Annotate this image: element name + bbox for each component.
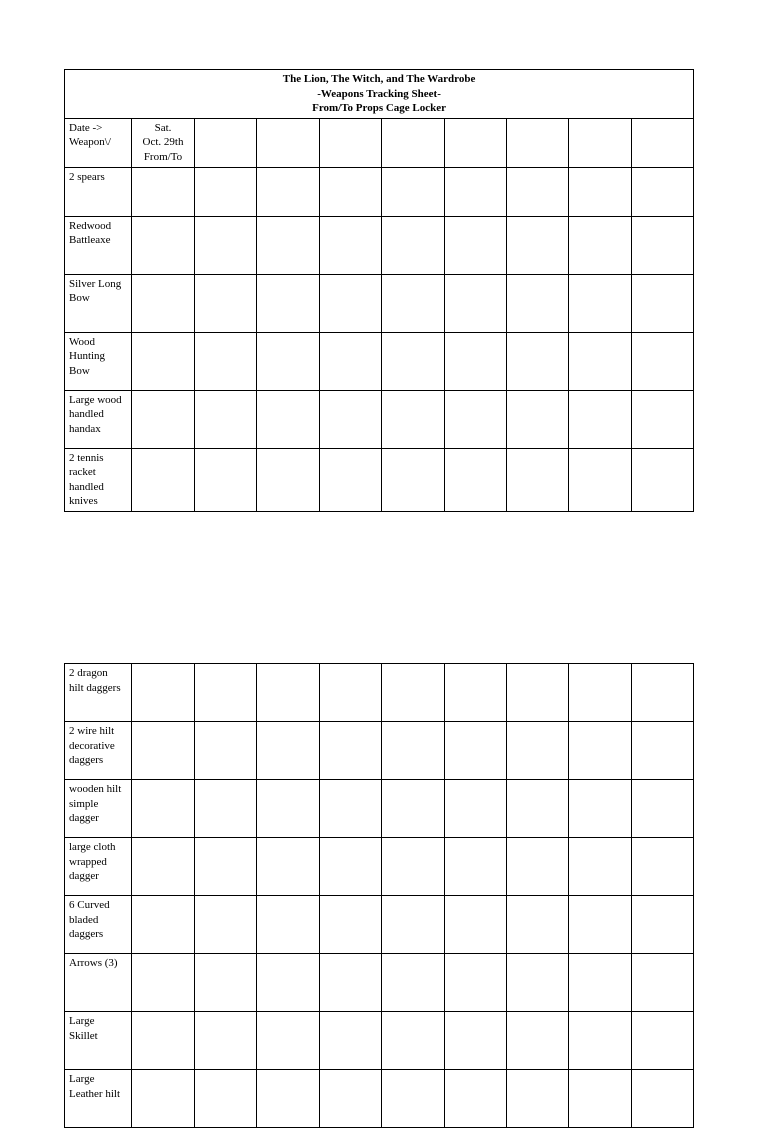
title-line-2: -Weapons Tracking Sheet- bbox=[317, 87, 441, 100]
weapon-row bbox=[65, 838, 694, 896]
tracking-cell[interactable] bbox=[195, 954, 257, 1012]
sheet-title bbox=[65, 70, 694, 119]
tracking-cell[interactable] bbox=[444, 954, 506, 1012]
weapon-name: 2 spears bbox=[65, 167, 132, 216]
tracking-cell[interactable] bbox=[506, 664, 568, 722]
tracking-cell[interactable] bbox=[132, 390, 195, 448]
weapon-row bbox=[65, 390, 694, 448]
weapon-name: 2 wire hilt decorative daggers bbox=[65, 722, 132, 780]
tracking-cell[interactable] bbox=[195, 838, 257, 896]
tracking-cell[interactable] bbox=[506, 896, 568, 954]
tracking-cell[interactable] bbox=[444, 332, 506, 390]
tracking-cell[interactable] bbox=[506, 1012, 568, 1070]
tracking-cell[interactable] bbox=[319, 664, 381, 722]
tracking-cell[interactable] bbox=[569, 780, 631, 838]
tracking-cell[interactable] bbox=[132, 448, 195, 511]
tracking-cell[interactable] bbox=[382, 274, 444, 332]
weapon-row bbox=[65, 216, 694, 274]
tracking-cell[interactable] bbox=[382, 118, 444, 167]
tracking-cell[interactable] bbox=[382, 838, 444, 896]
tracking-cell[interactable] bbox=[506, 274, 568, 332]
weapons-tracking-table-1 bbox=[64, 69, 694, 512]
tracking-cell[interactable] bbox=[132, 838, 195, 896]
weapon-row bbox=[65, 722, 694, 780]
tracking-cell[interactable] bbox=[506, 954, 568, 1012]
tracking-cell[interactable] bbox=[195, 118, 257, 167]
tracking-cell[interactable] bbox=[506, 118, 568, 167]
tracking-cell[interactable] bbox=[382, 216, 444, 274]
tracking-cell[interactable] bbox=[631, 390, 693, 448]
tracking-cell[interactable] bbox=[195, 780, 257, 838]
weapon-row bbox=[65, 896, 694, 954]
tracking-cell[interactable] bbox=[195, 1070, 257, 1128]
tracking-cell[interactable] bbox=[444, 448, 506, 511]
tracking-cell[interactable] bbox=[257, 780, 319, 838]
tracking-cell[interactable] bbox=[444, 664, 506, 722]
tracking-cell[interactable] bbox=[132, 954, 195, 1012]
tracking-cell[interactable] bbox=[444, 167, 506, 216]
tracking-cell[interactable] bbox=[257, 274, 319, 332]
tracking-cell[interactable] bbox=[569, 838, 631, 896]
weapon-name: Redwood Battleaxe bbox=[65, 216, 132, 274]
tracking-cell[interactable] bbox=[506, 332, 568, 390]
weapon-name: 2 tennis racket handled knives bbox=[65, 448, 132, 511]
tracking-cell[interactable] bbox=[257, 118, 319, 167]
tracking-cell[interactable] bbox=[257, 954, 319, 1012]
tracking-cell[interactable] bbox=[132, 274, 195, 332]
tracking-cell[interactable] bbox=[631, 722, 693, 780]
weapon-row bbox=[65, 1070, 694, 1128]
weapon-name: Large Leather hilt bbox=[65, 1070, 132, 1128]
tracking-cell[interactable] bbox=[257, 838, 319, 896]
tracking-cell[interactable] bbox=[319, 780, 381, 838]
tracking-cell[interactable] bbox=[506, 780, 568, 838]
tracking-cell[interactable] bbox=[319, 216, 381, 274]
tracking-cell[interactable] bbox=[319, 896, 381, 954]
tracking-cell[interactable] bbox=[569, 167, 631, 216]
tracking-cell[interactable] bbox=[319, 838, 381, 896]
tracking-cell[interactable] bbox=[506, 216, 568, 274]
weapon-row bbox=[65, 448, 694, 511]
tracking-cell[interactable] bbox=[132, 896, 195, 954]
tracking-cell[interactable] bbox=[195, 167, 257, 216]
tracking-cell[interactable] bbox=[569, 1012, 631, 1070]
tracking-cell[interactable] bbox=[195, 722, 257, 780]
tracking-cell[interactable] bbox=[319, 118, 381, 167]
tracking-cell[interactable] bbox=[319, 1012, 381, 1070]
title-line-1: The Lion, The Witch, and The Wardrobe bbox=[282, 73, 476, 85]
tracking-cell[interactable] bbox=[319, 390, 381, 448]
tracking-cell[interactable] bbox=[382, 448, 444, 511]
tracking-cell[interactable] bbox=[506, 838, 568, 896]
tracking-cell[interactable] bbox=[631, 780, 693, 838]
tracking-cell[interactable] bbox=[319, 167, 381, 216]
tracking-cell[interactable] bbox=[257, 390, 319, 448]
tracking-cell[interactable] bbox=[382, 1012, 444, 1070]
tracking-cell[interactable] bbox=[569, 274, 631, 332]
tracking-cell[interactable] bbox=[631, 1012, 693, 1070]
tracking-cell[interactable] bbox=[382, 664, 444, 722]
tracking-cell[interactable] bbox=[631, 838, 693, 896]
tracking-cell[interactable] bbox=[132, 216, 195, 274]
tracking-cell[interactable] bbox=[569, 216, 631, 274]
weapon-name: Wood Hunting Bow bbox=[65, 332, 132, 390]
weapon-row bbox=[65, 1012, 694, 1070]
tracking-cell[interactable] bbox=[444, 780, 506, 838]
weapon-row bbox=[65, 664, 694, 722]
tracking-cell[interactable] bbox=[382, 390, 444, 448]
tracking-cell[interactable] bbox=[382, 780, 444, 838]
tracking-cell[interactable] bbox=[631, 118, 693, 167]
weapon-row bbox=[65, 780, 694, 838]
tracking-cell[interactable] bbox=[195, 896, 257, 954]
tracking-cell[interactable] bbox=[506, 167, 568, 216]
tracking-cell[interactable] bbox=[319, 274, 381, 332]
tracking-cell[interactable] bbox=[382, 332, 444, 390]
tracking-cell[interactable] bbox=[444, 896, 506, 954]
tracking-cell[interactable] bbox=[444, 1012, 506, 1070]
tracking-cell[interactable] bbox=[444, 216, 506, 274]
tracking-cell[interactable] bbox=[319, 954, 381, 1012]
weapon-name: 2 dragon hilt daggers bbox=[65, 664, 132, 722]
tracking-cell[interactable] bbox=[631, 954, 693, 1012]
tracking-cell[interactable] bbox=[132, 722, 195, 780]
tracking-cell[interactable] bbox=[257, 216, 319, 274]
date-weapon-header: Date -> Weapon\/ bbox=[65, 118, 132, 167]
tracking-cell[interactable] bbox=[132, 664, 195, 722]
title-line-3: From/To Props Cage Locker bbox=[312, 102, 447, 114]
tracking-cell[interactable] bbox=[631, 664, 693, 722]
tracking-cell[interactable] bbox=[569, 722, 631, 780]
tracking-cell[interactable] bbox=[319, 722, 381, 780]
tracking-cell[interactable] bbox=[569, 390, 631, 448]
tracking-cell[interactable] bbox=[257, 1012, 319, 1070]
tracking-cell[interactable] bbox=[382, 954, 444, 1012]
weapon-row bbox=[65, 274, 694, 332]
tracking-cell[interactable] bbox=[319, 1070, 381, 1128]
tracking-cell[interactable] bbox=[195, 390, 257, 448]
tracking-cell[interactable] bbox=[132, 1012, 195, 1070]
tracking-cell[interactable] bbox=[195, 332, 257, 390]
tracking-cell[interactable] bbox=[569, 1070, 631, 1128]
weapon-row bbox=[65, 332, 694, 390]
weapon-name: large cloth wrapped dagger bbox=[65, 838, 132, 896]
tracking-cell[interactable] bbox=[382, 896, 444, 954]
tracking-cell[interactable] bbox=[382, 1070, 444, 1128]
weapon-name: Silver Long Bow bbox=[65, 274, 132, 332]
tracking-cell[interactable] bbox=[382, 722, 444, 780]
tracking-cell[interactable] bbox=[257, 167, 319, 216]
tracking-cell[interactable] bbox=[569, 118, 631, 167]
tracking-cell[interactable] bbox=[382, 167, 444, 216]
tracking-cell[interactable] bbox=[631, 274, 693, 332]
date-header-sat-oct-29: Sat. Oct. 29th From/To bbox=[132, 118, 195, 167]
tracking-cell[interactable] bbox=[132, 167, 195, 216]
tracking-cell[interactable] bbox=[444, 722, 506, 780]
tracking-cell[interactable] bbox=[132, 332, 195, 390]
tracking-cell[interactable] bbox=[631, 448, 693, 511]
tracking-cell[interactable] bbox=[319, 332, 381, 390]
tracking-cell[interactable] bbox=[444, 274, 506, 332]
tracking-cell[interactable] bbox=[631, 332, 693, 390]
tracking-cell[interactable] bbox=[195, 216, 257, 274]
tracking-cell[interactable] bbox=[132, 1070, 195, 1128]
weapon-name: wooden hilt simple dagger bbox=[65, 780, 132, 838]
tracking-cell[interactable] bbox=[444, 1070, 506, 1128]
weapon-name: Large Skillet bbox=[65, 1012, 132, 1070]
tracking-cell[interactable] bbox=[506, 1070, 568, 1128]
tracking-cell[interactable] bbox=[195, 274, 257, 332]
weapon-row bbox=[65, 954, 694, 1012]
tracking-cell[interactable] bbox=[631, 167, 693, 216]
tracking-cell[interactable] bbox=[195, 664, 257, 722]
tracking-cell[interactable] bbox=[506, 390, 568, 448]
tracking-cell[interactable] bbox=[569, 664, 631, 722]
tracking-cell[interactable] bbox=[506, 722, 568, 780]
tracking-cell[interactable] bbox=[195, 1012, 257, 1070]
tracking-cell[interactable] bbox=[257, 664, 319, 722]
weapon-name: 6 Curved bladed daggers bbox=[65, 896, 132, 954]
tracking-cell[interactable] bbox=[444, 390, 506, 448]
tracking-cell[interactable] bbox=[444, 118, 506, 167]
tracking-cell[interactable] bbox=[257, 332, 319, 390]
weapon-name: Arrows (3) bbox=[65, 954, 132, 1012]
weapon-row bbox=[65, 167, 694, 216]
tracking-cell[interactable] bbox=[195, 448, 257, 511]
tracking-cell[interactable] bbox=[257, 896, 319, 954]
tracking-cell[interactable] bbox=[569, 332, 631, 390]
tracking-cell[interactable] bbox=[631, 1070, 693, 1128]
tracking-cell[interactable] bbox=[444, 838, 506, 896]
weapon-name: Large wood handled handax bbox=[65, 390, 132, 448]
tracking-cell[interactable] bbox=[319, 448, 381, 511]
tracking-cell[interactable] bbox=[569, 954, 631, 1012]
tracking-cell[interactable] bbox=[257, 1070, 319, 1128]
tracking-cell[interactable] bbox=[506, 448, 568, 511]
tracking-cell[interactable] bbox=[631, 896, 693, 954]
tracking-cell[interactable] bbox=[257, 722, 319, 780]
tracking-cell[interactable] bbox=[569, 448, 631, 511]
tracking-cell[interactable] bbox=[257, 448, 319, 511]
weapons-tracking-table-2 bbox=[64, 663, 694, 1128]
tracking-cell[interactable] bbox=[132, 780, 195, 838]
tracking-cell[interactable] bbox=[569, 896, 631, 954]
tracking-cell[interactable] bbox=[631, 216, 693, 274]
